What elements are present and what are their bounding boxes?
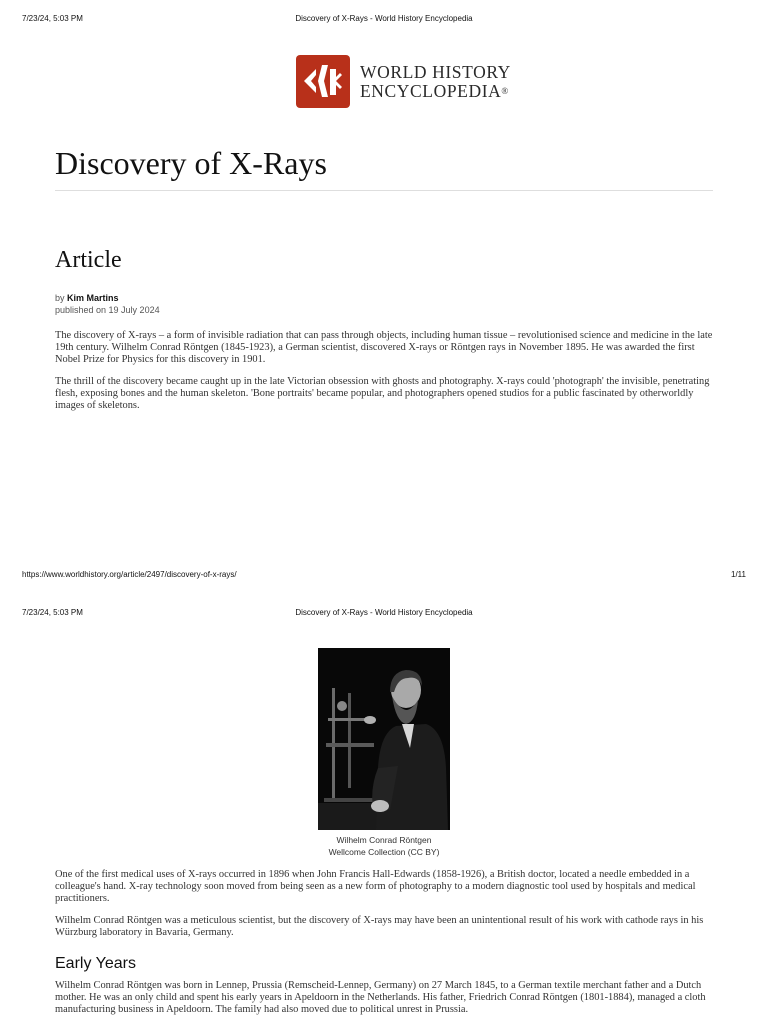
paragraph-early-years: Wilhelm Conrad Röntgen was born in Lennep, Prussia (Remscheid-Lennep, Germany) on 27 March 1845, to a German textile merchant father and a Dutch mother. He was an only child and spent his early years in Apeldoorn in the Netherlands. His father, Friedrich Conrad Röntgen (1801-1884), managed a cloth manufacturing business in Apeldoorn. The family had also moved due to political unrest in Prussia. — [55, 980, 706, 1015]
logo-line-1: WORLD HISTORY — [360, 62, 511, 82]
title-divider — [55, 190, 713, 191]
section-heading: Article — [55, 247, 122, 273]
paragraph-medical-use: One of the first medical uses of X-rays occurred in 1896 when John Francis Hall-Edwards (1858-1926), a British doctor, located a needle embedded in a colleague's hand. X-ray technology soon moved from being seen as a new form of photography to a modern diagnostic tool used by hospitals and medical practitioners. — [55, 869, 696, 904]
image-caption: Wilhelm Conrad Röntgen — [336, 835, 432, 845]
image-credit[interactable]: Wellcome Collection (CC BY) — [328, 847, 440, 857]
print-page-title: Discovery of X-Rays - World History Encyclopedia — [295, 14, 473, 23]
publish-date: published on 19 July 2024 — [55, 305, 160, 315]
paragraph-intro: The discovery of X-rays – a form of invisible radiation that can pass through objects, including human tissue – revolutionised science and medicine in the late 19th century. Wilhelm Conrad Röntgen (1845-1923), a German scientist, discovered X-rays or Röntgen rays in November 1895. He was awarded the first Nobel Prize for Physics for this discovery in 1901. — [55, 330, 713, 365]
logo-icon[interactable] — [296, 55, 350, 108]
portrait-image[interactable] — [318, 648, 450, 830]
print-datetime: 7/23/24, 5:03 PM — [22, 14, 83, 23]
logo-wordmark[interactable] — [360, 63, 511, 101]
print-page-title-page2: Discovery of X-Rays - World History Encyclopedia — [295, 608, 473, 617]
print-datetime-page2: 7/23/24, 5:03 PM — [22, 608, 83, 617]
byline — [55, 293, 119, 303]
print-page-number: 1/11 — [731, 570, 746, 579]
logo-line-2: ENCYCLOPEDIA® — [360, 81, 509, 101]
heading-early-years: Early Years — [55, 955, 136, 972]
author-link[interactable]: Kim Martins — [67, 293, 119, 303]
paragraph-meticulous: Wilhelm Conrad Röntgen was a meticulous scientist, but the discovery of X-rays may have been an unintentional result of his work with cathode rays in his Würzburg laboratory in Bavaria, Germany. — [55, 915, 704, 938]
page-title: Discovery of X-Rays — [55, 145, 327, 181]
registered-mark: ® — [501, 86, 509, 96]
print-url: https://www.worldhistory.org/article/2497/discovery-of-x-rays/ — [22, 570, 237, 579]
paragraph-thrill: The thrill of the discovery became caught up in the late Victorian obsession with ghosts and photography. X-rays could 'photograph' the invisible, penetrating flesh, exposing bones and the human skeleton. 'Bone portraits' became popular, and photographers opened studios for a public fascinated by otherworldly images of skeletons. — [55, 376, 710, 411]
byline-prefix: by — [55, 293, 65, 303]
